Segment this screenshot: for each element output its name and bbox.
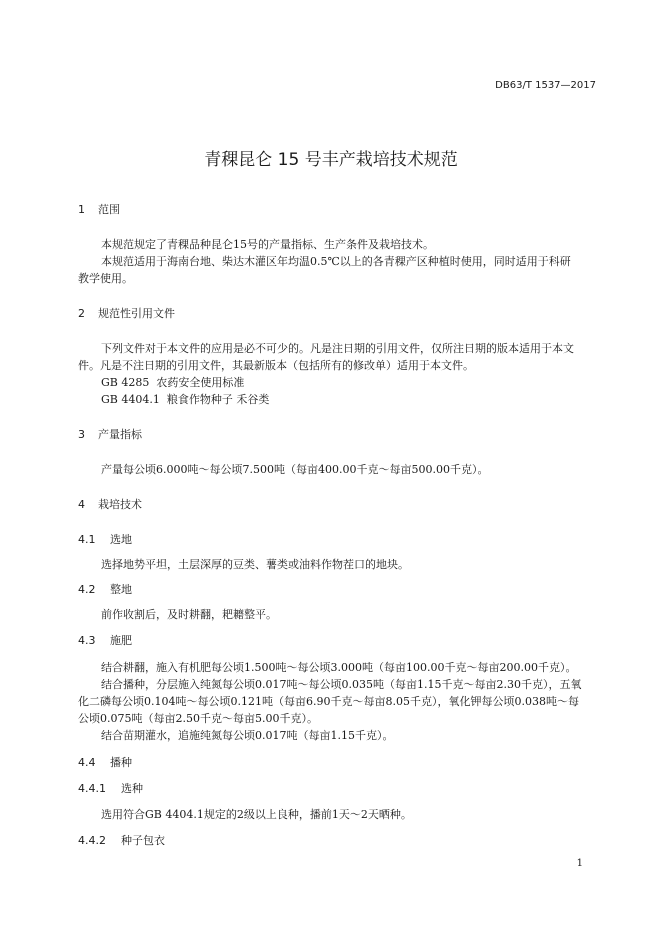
section-title: 播种 <box>110 756 132 769</box>
paragraph: 结合播种，分层施入纯氮每公顷0.017吨～每公顷0.035吨（每亩1.15千克～每亩2.30千克），五氧 <box>101 678 582 691</box>
section-number: 4.4.2 <box>78 834 106 847</box>
paragraph: 下列文件对于本文件的应用是必不可少的。凡是注日期的引用文件，仅所注日期的版本适用于本文 <box>101 342 574 355</box>
section-4-heading <box>78 496 142 512</box>
page-title: 青稞昆仑 15 号丰产栽培技术规范 <box>204 150 458 170</box>
section-number: 4.2 <box>78 583 96 596</box>
section-number: 4 <box>78 498 85 511</box>
reference-item: GB 4285 农药安全使用标准 <box>101 376 245 389</box>
subsection-4-4-heading <box>78 754 132 770</box>
paragraph: 本规范规定了青稞品种昆仑15号的产量指标、生产条件及栽培技术。 <box>101 238 434 251</box>
subsection-4-4-1-heading <box>78 780 143 796</box>
paragraph: 结合耕翻，施入有机肥每公顷1.500吨～每公顷3.000吨（每亩100.00千克～每亩200.00千克）。 <box>101 661 577 674</box>
subsection-4-4-2-heading <box>78 832 165 848</box>
section-number: 4.3 <box>78 634 96 647</box>
section-number: 1 <box>78 203 85 216</box>
section-title: 施肥 <box>110 634 132 647</box>
subsection-4-1-heading <box>78 531 132 547</box>
section-title: 范围 <box>98 203 120 216</box>
reference-item: GB 4404.1 粮食作物种子 禾谷类 <box>101 393 270 406</box>
subsection-4-2-heading <box>78 581 132 597</box>
paragraph-continuation: 化二磷每公顷0.104吨～每公顷0.121吨（每亩6.90千克～每亩8.05千克），氧化钾每公顷0.038吨～每 <box>78 695 579 708</box>
section-title: 规范性引用文件 <box>98 307 175 320</box>
paragraph: 选择地势平坦，土层深厚的豆类、薯类或油料作物茬口的地块。 <box>101 558 409 571</box>
paragraph: 结合苗期灌水，追施纯氮每公顷0.017吨（每亩1.15千克）。 <box>101 729 394 742</box>
section-title: 选种 <box>121 782 143 795</box>
paragraph-continuation: 教学使用。 <box>78 272 133 285</box>
section-title: 整地 <box>110 583 132 596</box>
subsection-4-3-heading <box>78 632 132 648</box>
section-title: 产量指标 <box>98 428 142 441</box>
section-number: 2 <box>78 307 85 320</box>
section-number: 4.4.1 <box>78 782 106 795</box>
paragraph: 前作收割后，及时耕翻，耙耱整平。 <box>101 608 277 621</box>
section-2-heading <box>78 305 175 321</box>
section-title: 栽培技术 <box>98 498 142 511</box>
section-3-heading <box>78 426 142 442</box>
paragraph-continuation: 件。凡是不注日期的引用文件，其最新版本（包括所有的修改单）适用于本文件。 <box>78 359 474 372</box>
document-code: DB63/T 1537—2017 <box>495 80 596 91</box>
paragraph: 产量每公顷6.000吨～每公顷7.500吨（每亩400.00千克～每亩500.00千克）。 <box>101 463 489 476</box>
section-number: 4.1 <box>78 533 96 546</box>
paragraph-continuation: 公顷0.075吨（每亩2.50千克～每亩5.00千克）。 <box>78 712 318 725</box>
page-number: 1 <box>576 858 583 869</box>
section-number: 3 <box>78 428 85 441</box>
section-title: 种子包衣 <box>121 834 165 847</box>
section-title: 选地 <box>110 533 132 546</box>
section-number: 4.4 <box>78 756 96 769</box>
paragraph: 选用符合GB 4404.1规定的2级以上良种，播前1天～2天晒种。 <box>101 808 412 821</box>
section-1-heading <box>78 201 120 217</box>
paragraph: 本规范适用于海南台地、柴达木灌区年均温0.5℃以上的各青稞产区种植时使用，同时适用于科研 <box>101 255 571 268</box>
